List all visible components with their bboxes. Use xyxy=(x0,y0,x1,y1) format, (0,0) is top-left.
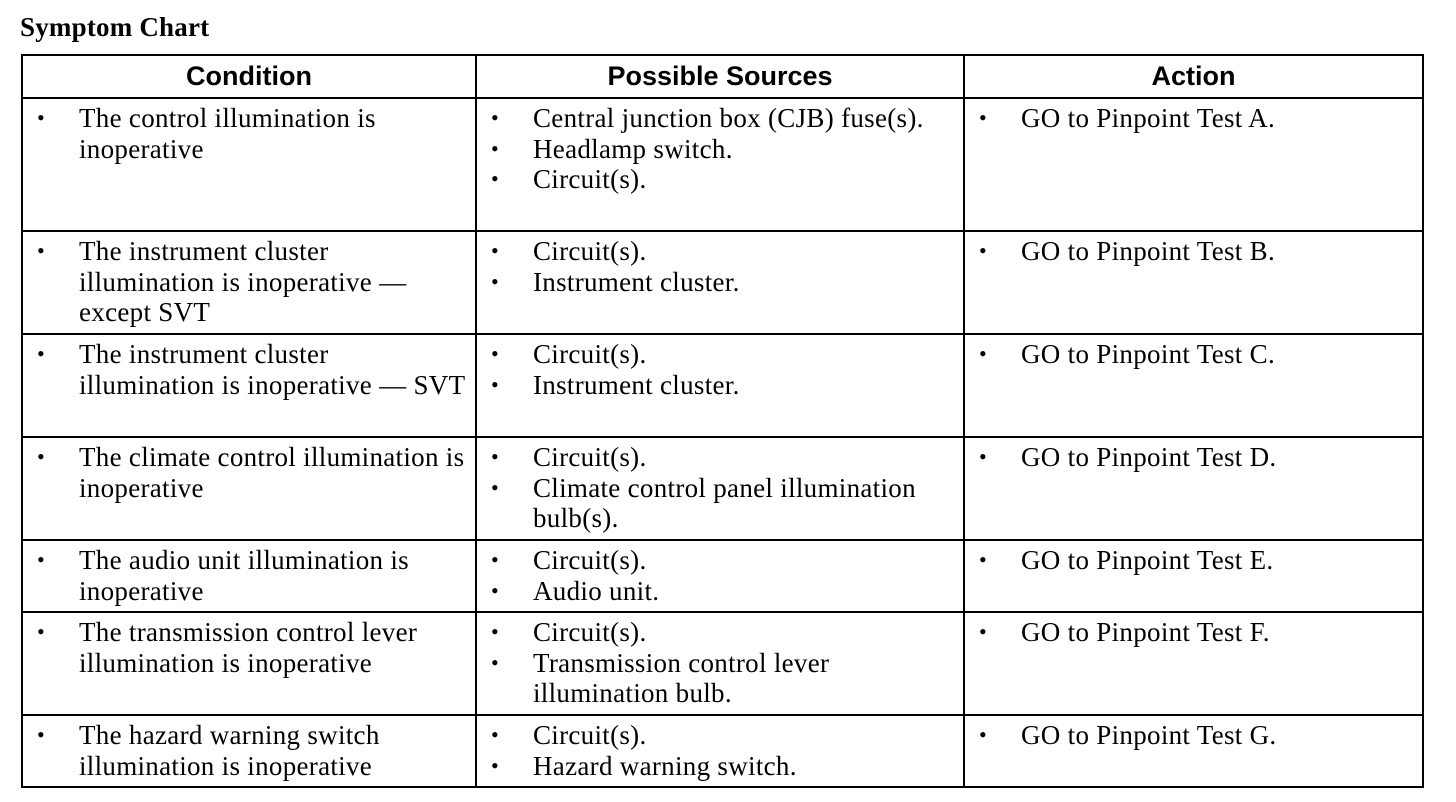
header-action: Action xyxy=(964,55,1423,98)
sources-cell xyxy=(476,612,964,715)
list-item xyxy=(23,720,467,781)
bullet-list xyxy=(23,236,467,328)
bullet-icon: • xyxy=(979,105,988,130)
bullet-icon: • xyxy=(979,619,988,644)
sources-cell xyxy=(476,98,964,231)
condition-cell xyxy=(22,437,476,540)
list-item xyxy=(477,617,955,648)
action-cell xyxy=(964,540,1423,612)
header-possible-sources: Possible Sources xyxy=(476,55,964,98)
list-item-text: Central junction box (CJB) fuse(s). xyxy=(533,103,924,133)
bullet-list xyxy=(23,339,467,400)
bullet-list xyxy=(477,545,955,606)
list-item xyxy=(477,442,955,473)
list-item-text: The climate control illumination is inoperative xyxy=(79,442,465,503)
bullet-icon: • xyxy=(491,619,500,644)
table-header-row xyxy=(22,55,1423,98)
table-row xyxy=(22,437,1423,540)
sources-cell xyxy=(476,334,964,437)
bullet-list xyxy=(965,545,1414,576)
bullet-icon: • xyxy=(37,238,46,263)
bullet-icon: • xyxy=(37,547,46,572)
list-item xyxy=(477,751,955,782)
bullet-list xyxy=(477,617,955,709)
list-item-text: GO to Pinpoint Test D. xyxy=(1021,442,1277,472)
bullet-list xyxy=(23,545,467,606)
action-cell xyxy=(964,334,1423,437)
bullet-list xyxy=(965,617,1414,648)
sources-cell xyxy=(476,231,964,334)
sources-cell xyxy=(476,437,964,540)
bullet-icon: • xyxy=(491,577,500,603)
bullet-icon: • xyxy=(491,752,500,778)
bullet-icon: • xyxy=(979,722,988,747)
bullet-icon: • xyxy=(979,444,988,469)
table-row xyxy=(22,98,1423,231)
condition-cell xyxy=(22,334,476,437)
bullet-icon: • xyxy=(37,722,46,747)
list-item-text: Circuit(s). xyxy=(533,545,647,575)
bullet-icon: • xyxy=(37,444,46,469)
bullet-icon: • xyxy=(491,649,500,675)
action-cell xyxy=(964,98,1423,231)
bullet-icon: • xyxy=(491,135,500,161)
list-item xyxy=(477,473,955,534)
bullet-list xyxy=(965,720,1414,751)
table-row xyxy=(22,715,1423,787)
bullet-list xyxy=(23,720,467,781)
bullet-icon: • xyxy=(979,547,988,572)
action-cell xyxy=(964,612,1423,715)
condition-cell xyxy=(22,612,476,715)
bullet-icon: • xyxy=(37,105,46,130)
list-item xyxy=(23,103,467,164)
list-item-text: The instrument cluster illumination is inoperative — SVT xyxy=(79,339,466,400)
bullet-list xyxy=(965,442,1414,473)
list-item xyxy=(23,545,467,606)
list-item xyxy=(477,103,955,134)
list-item-text: Headlamp switch. xyxy=(533,133,733,164)
list-item xyxy=(23,442,467,503)
condition-cell xyxy=(22,231,476,334)
bullet-icon: • xyxy=(37,341,46,366)
bullet-icon: • xyxy=(491,547,500,572)
list-item-text: Climate control panel illumination bulb(s). xyxy=(533,472,916,534)
table-row xyxy=(22,231,1423,334)
action-cell xyxy=(964,715,1423,787)
bullet-icon: • xyxy=(491,371,500,397)
list-item-text: GO to Pinpoint Test E. xyxy=(1021,545,1274,575)
list-item xyxy=(23,339,467,400)
list-item xyxy=(477,545,955,576)
bullet-icon: • xyxy=(491,166,500,192)
sources-cell xyxy=(476,540,964,612)
bullet-list xyxy=(477,339,955,400)
list-item-text: Circuit(s). xyxy=(533,339,647,369)
table-body xyxy=(22,98,1423,787)
table-row xyxy=(22,612,1423,715)
bullet-icon: • xyxy=(491,722,500,747)
table-row xyxy=(22,540,1423,612)
list-item xyxy=(477,134,955,165)
list-item-text: Circuit(s). xyxy=(533,442,647,472)
bullet-icon: • xyxy=(491,268,500,294)
bullet-icon: • xyxy=(491,341,500,366)
bullet-list xyxy=(477,442,955,534)
list-item-text: The control illumination is inoperative xyxy=(79,103,376,164)
bullet-list xyxy=(477,720,955,781)
list-item-text: Instrument cluster. xyxy=(533,369,740,400)
condition-cell xyxy=(22,540,476,612)
list-item xyxy=(23,236,467,328)
list-item-text: Circuit(s). xyxy=(533,617,647,647)
bullet-icon: • xyxy=(491,238,500,263)
page-title: Symptom Chart xyxy=(20,12,210,42)
bullet-list xyxy=(965,339,1414,370)
list-item-text: GO to Pinpoint Test C. xyxy=(1021,339,1275,369)
list-item-text: Audio unit. xyxy=(533,575,660,606)
list-item xyxy=(477,720,955,751)
list-item-text: GO to Pinpoint Test G. xyxy=(1021,720,1277,750)
bullet-icon: • xyxy=(491,444,500,469)
list-item-text: GO to Pinpoint Test B. xyxy=(1021,236,1275,266)
list-item xyxy=(965,339,1414,370)
bullet-list xyxy=(477,103,955,195)
list-item-text: GO to Pinpoint Test F. xyxy=(1021,617,1270,647)
list-item-text: Circuit(s). xyxy=(533,236,647,266)
bullet-icon: • xyxy=(491,105,500,130)
list-item-text: The instrument cluster illumination is inoperative — except SVT xyxy=(79,236,407,328)
symptom-table xyxy=(21,54,1424,788)
list-item-text: Instrument cluster. xyxy=(533,266,740,297)
list-item xyxy=(965,617,1414,648)
list-item-text: The transmission control lever illumination is inoperative xyxy=(79,617,418,678)
list-item xyxy=(965,442,1414,473)
table-row xyxy=(22,334,1423,437)
bullet-list xyxy=(23,442,467,503)
list-item-text: Circuit(s). xyxy=(533,164,647,195)
bullet-list xyxy=(965,236,1414,267)
bullet-list xyxy=(965,103,1414,134)
action-cell xyxy=(964,231,1423,334)
list-item xyxy=(477,267,955,298)
list-item xyxy=(477,164,955,195)
list-item xyxy=(965,103,1414,134)
list-item-text: GO to Pinpoint Test A. xyxy=(1021,103,1275,133)
bullet-icon: • xyxy=(37,619,46,644)
bullet-icon: • xyxy=(491,474,500,500)
bullet-list xyxy=(477,236,955,297)
condition-cell xyxy=(22,98,476,231)
action-cell xyxy=(964,437,1423,540)
list-item xyxy=(477,576,955,607)
list-item xyxy=(965,545,1414,576)
list-item-text: The audio unit illumination is inoperative xyxy=(79,545,409,606)
sources-cell xyxy=(476,715,964,787)
list-item xyxy=(965,236,1414,267)
list-item-text: The hazard warning switch illumination is inoperative xyxy=(79,720,380,781)
list-item-text: Hazard warning switch. xyxy=(533,750,797,781)
list-item xyxy=(477,236,955,267)
list-item xyxy=(477,370,955,401)
bullet-list xyxy=(23,103,467,164)
list-item xyxy=(477,339,955,370)
bullet-icon: • xyxy=(979,238,988,263)
header-condition: Condition xyxy=(22,55,476,98)
list-item-text: Circuit(s). xyxy=(533,720,647,750)
bullet-list xyxy=(23,617,467,678)
bullet-icon: • xyxy=(979,341,988,366)
condition-cell xyxy=(22,715,476,787)
list-item xyxy=(23,617,467,678)
list-item-text: Transmission control lever illumination bulb. xyxy=(533,647,830,709)
list-item xyxy=(965,720,1414,751)
list-item xyxy=(477,648,955,709)
